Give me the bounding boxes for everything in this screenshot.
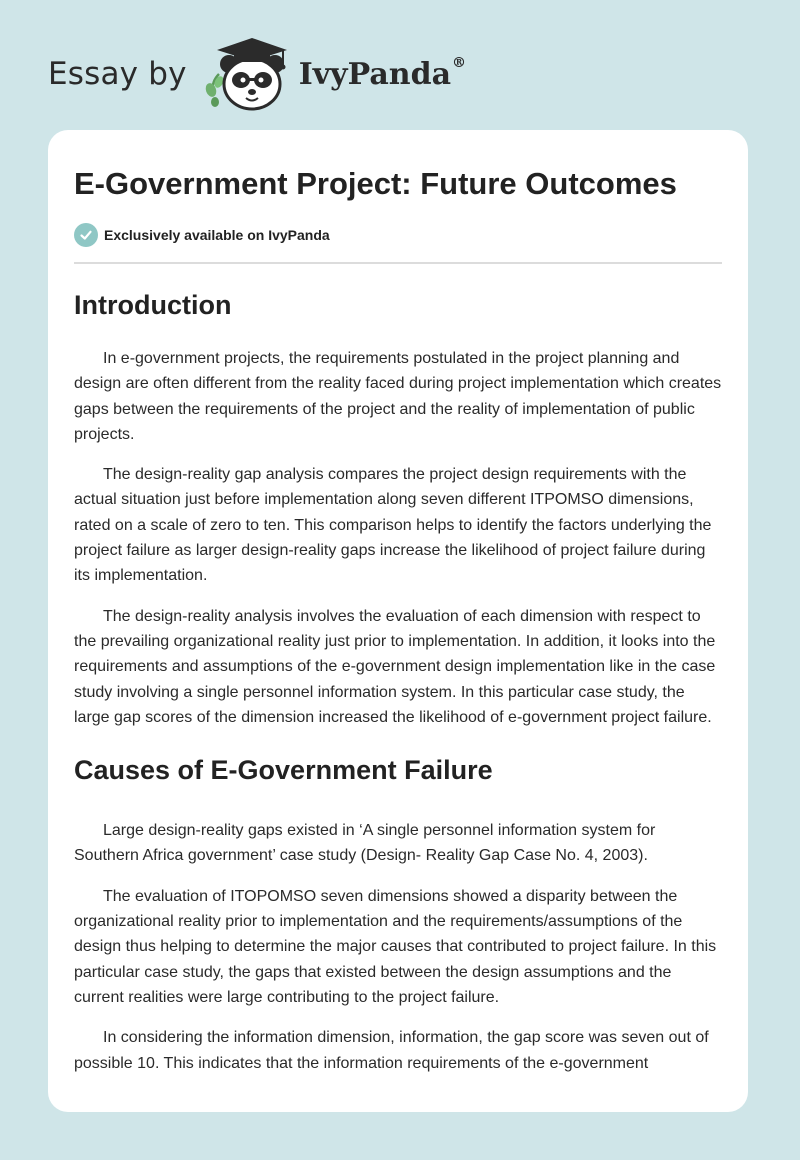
registered-mark: ® — [452, 54, 467, 71]
paragraph: In e-government projects, the requirements postulated in the project planning and design are often different from the reality faced during project implementation which creates gaps between the requirements of the project and the reality of implementation of public projects. — [74, 350, 722, 443]
paragraph: The design-reality analysis involves the evaluation of each dimension with respect to the prevailing organizational reality just prior to implementation. In addition, it looks into the requirements and assumptions of the e-government design implementation like in the case study involving a single personnel information system. In this particular case study, the large gap scores of the dimension increased the likelihood of e-government project failure. — [74, 607, 716, 726]
divider — [74, 262, 722, 264]
exclusive-badge — [74, 222, 722, 248]
site-brand[interactable] — [48, 34, 466, 114]
exclusive-label: Exclusively available on IvyPanda — [104, 227, 330, 243]
page-title: E-Government Project: Future Outcomes — [74, 166, 677, 201]
paragraph: The evaluation of ITOPOMSO seven dimensions showed a disparity between the organizational reality prior to implementation and the requirements/assumptions of the design thus helping to determine the major causes that contributed to project failure. In this particular case study, the gaps that existed between the design assumptions and the current realities were large contributing to the project failure. — [74, 887, 717, 1006]
paragraph: Large design-reality gaps existed in ‘A single personnel information system for Southern Africa government’ case study (Design- Reality Gap Case No. 4, 2003). — [74, 822, 656, 865]
paragraph: The design-reality gap analysis compares the project design requirements with the actual situation just before implementation along seven different ITPOMSO dimensions, rated on a scale of zero to ten. This comparison helps to identify the factors underlying the project failure as larger design-reality gaps increase the likelihood of project failure during its implementation. — [74, 466, 712, 585]
section-heading-introduction: Introduction — [74, 290, 232, 320]
essay-card — [48, 130, 748, 1112]
brand-name: IvyPanda® — [298, 54, 467, 92]
panda-logo-icon — [201, 34, 297, 114]
brand-prefix: Essay by — [48, 56, 187, 92]
paragraph: In considering the information dimension, information, the gap score was seven out of possible 10. This indicates that the information requirements of the e-government — [74, 1029, 709, 1072]
check-icon — [74, 223, 98, 247]
section-heading-causes: Causes of E-Government Failure — [74, 755, 493, 786]
